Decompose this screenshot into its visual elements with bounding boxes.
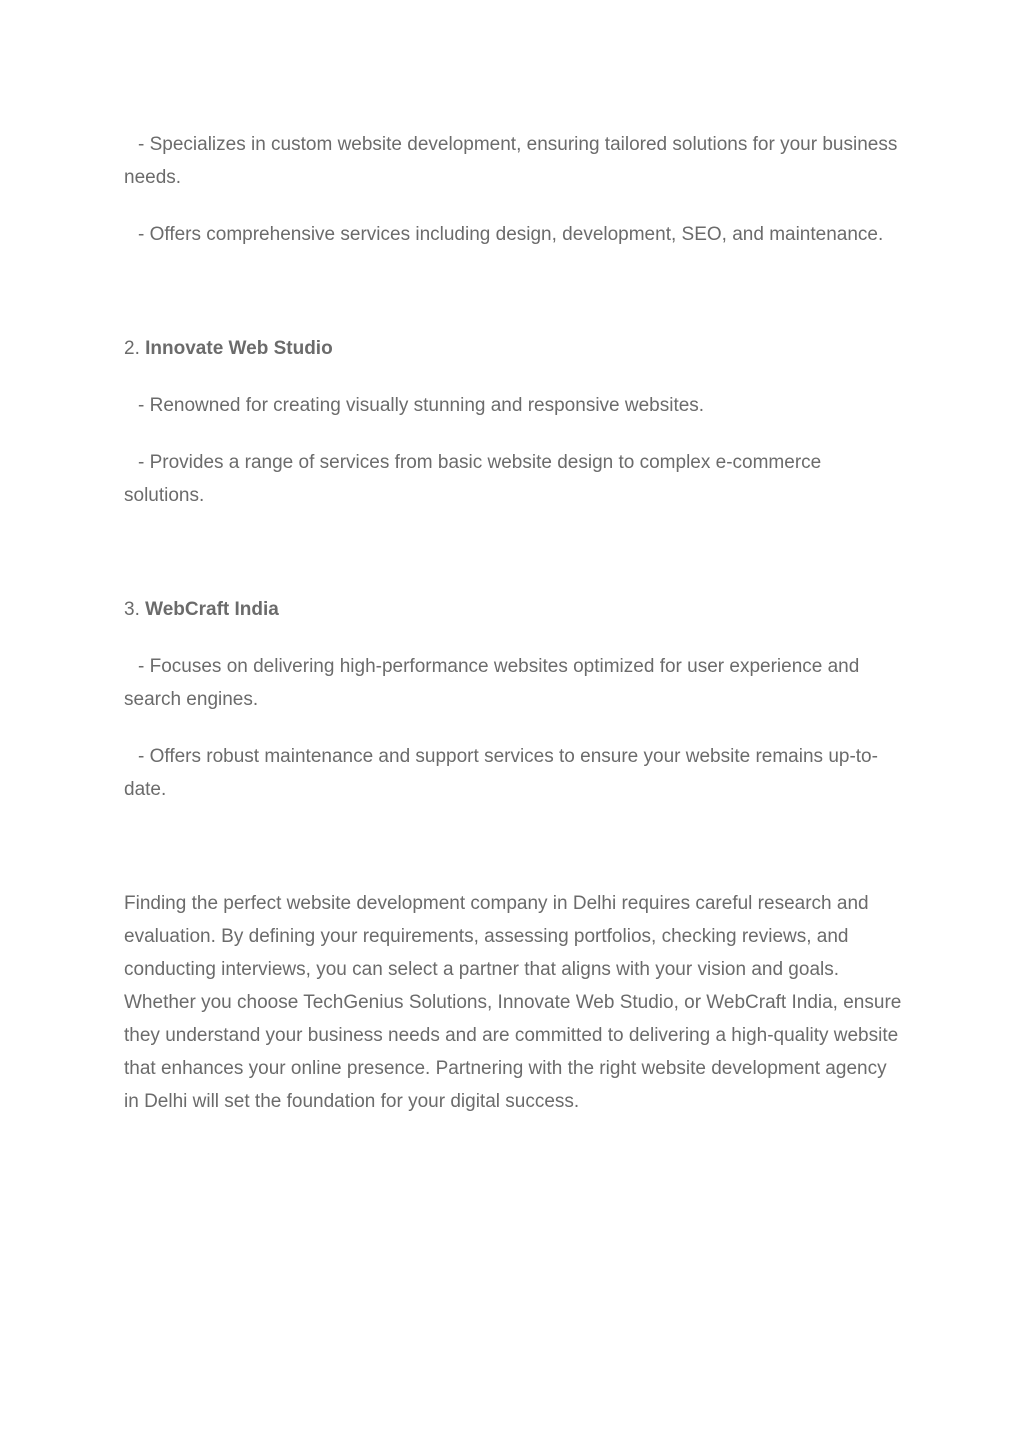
bullet-text: - Offers robust maintenance and support services to ensure your website remains up-to-date. [124,746,878,800]
spacer [124,536,904,593]
conclusion-paragraph: Finding the perfect website development company in Delhi requires careful research and evaluation. By defining your requirements, assessing portfolios, checking reviews, and conducting interviews, you can select a partner that aligns with your vision and goals. Whether you choose TechGenius Solutions, Innovate Web Studio, or WebCraft India, ensure they understand your business needs and are committed to delivering a high-quality website that enhances your online presence. Partnering with the right website development agency in Delhi will set the foundation for your digital success. [124,893,902,1112]
section-techgenius [124,128,904,251]
company-name: Innovate Web Studio [145,338,333,359]
bullet-text: - Renowned for creating visually stunning and responsive websites. [138,395,705,416]
spacer [124,275,904,332]
bullet-text: - Focuses on delivering high-performance websites optimized for user experience and search engines. [124,656,860,710]
company-name: WebCraft India [145,599,279,620]
company-heading [124,332,904,365]
section-innovate-web-studio [124,332,904,512]
bullet-text: - Provides a range of services from basic website design to complex e-commerce solutions. [124,452,822,506]
company-heading [124,593,904,626]
spacer [124,830,904,887]
bullet-text: - Offers comprehensive services including design, development, SEO, and maintenance. [138,224,884,245]
list-number: 2. [124,338,140,359]
bullet-text: - Specializes in custom website development, ensuring tailored solutions for your business needs. [124,134,898,188]
document-page [124,128,904,1118]
list-number: 3. [124,599,140,620]
section-webcraft-india [124,593,904,806]
